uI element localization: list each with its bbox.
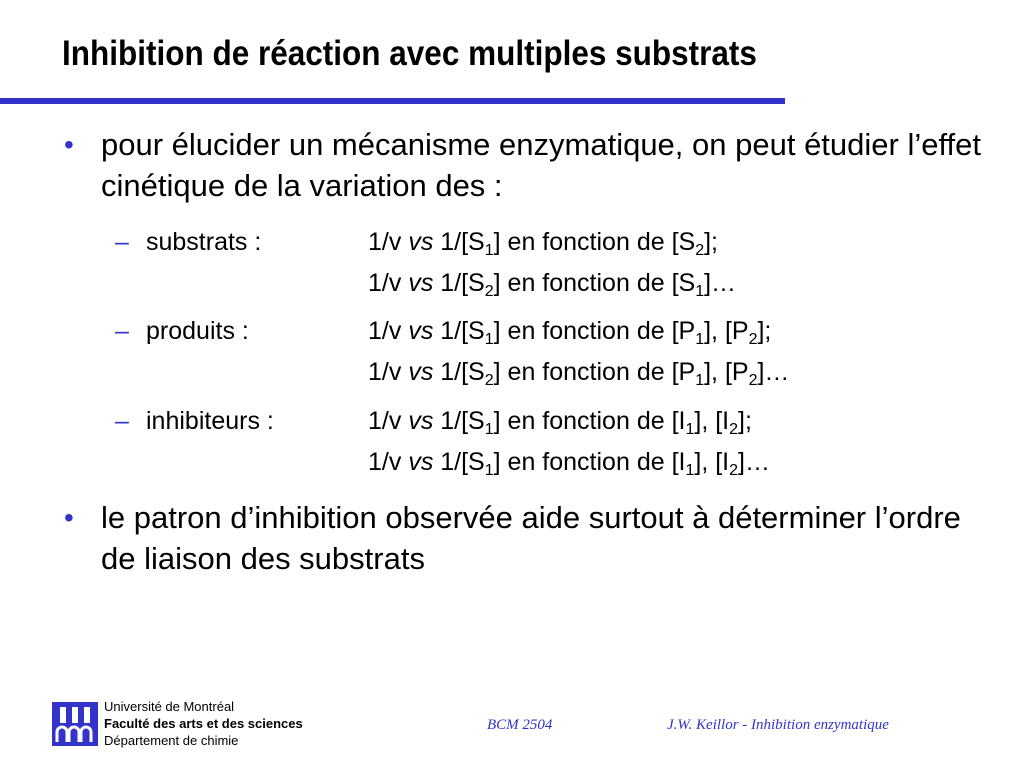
formula-line: 1/v vs $1/[S_2]$ en fonction de $[S_1]\dots$	[368, 269, 737, 300]
footer-department: Département de chimie	[104, 733, 239, 748]
formula-line: 1/v vs $1/[S_1]$ en fonction de $[I_1]$, $[I_2]\dots$	[368, 448, 770, 479]
subitem-label: substrats :	[146, 228, 262, 256]
bullet-marker: •	[64, 502, 74, 533]
footer-author-topic: J.W. Keillor - Inhibition enzymatique	[667, 717, 889, 733]
footer-faculty: Faculté des arts et des sciences	[104, 716, 303, 731]
subitem-marker: –	[115, 317, 129, 345]
subitem-label: inhibiteurs :	[146, 407, 274, 435]
title-underline	[0, 98, 785, 104]
formula-line: 1/v vs $1/[S_1]$ en fonction de $[S_2]$;	[368, 228, 719, 259]
footer-university: Université de Montréal	[104, 699, 235, 714]
subitem-marker: –	[115, 407, 129, 435]
bullet-text: pour élucider un mécanisme enzymatique, on peut étudier l’effet cinétique de la variation des :	[101, 127, 982, 203]
bullet-text: le patron d’inhibition observée aide surtout à déterminer l’ordre de liaison des substrats	[101, 500, 961, 576]
subitem-label: produits :	[146, 317, 249, 345]
footer-course: BCM 2504	[487, 717, 553, 733]
udem-logo-icon	[52, 702, 98, 746]
formula-line: 1/v vs $1/[S_1]$ en fonction de $[I_1]$, $[I_2]$;	[368, 407, 752, 438]
slide-title: Inhibition de réaction avec multiples substrats	[62, 34, 757, 73]
subitem-marker: –	[115, 228, 129, 256]
formula-line: 1/v vs $1/[S_1]$ en fonction de $[P_1]$, $[P_2]$;	[368, 317, 772, 348]
bullet-marker: •	[64, 129, 74, 160]
formula-line: 1/v vs $1/[S_2]$ en fonction de $[P_1]$, $[P_2]\dots$	[368, 358, 790, 389]
